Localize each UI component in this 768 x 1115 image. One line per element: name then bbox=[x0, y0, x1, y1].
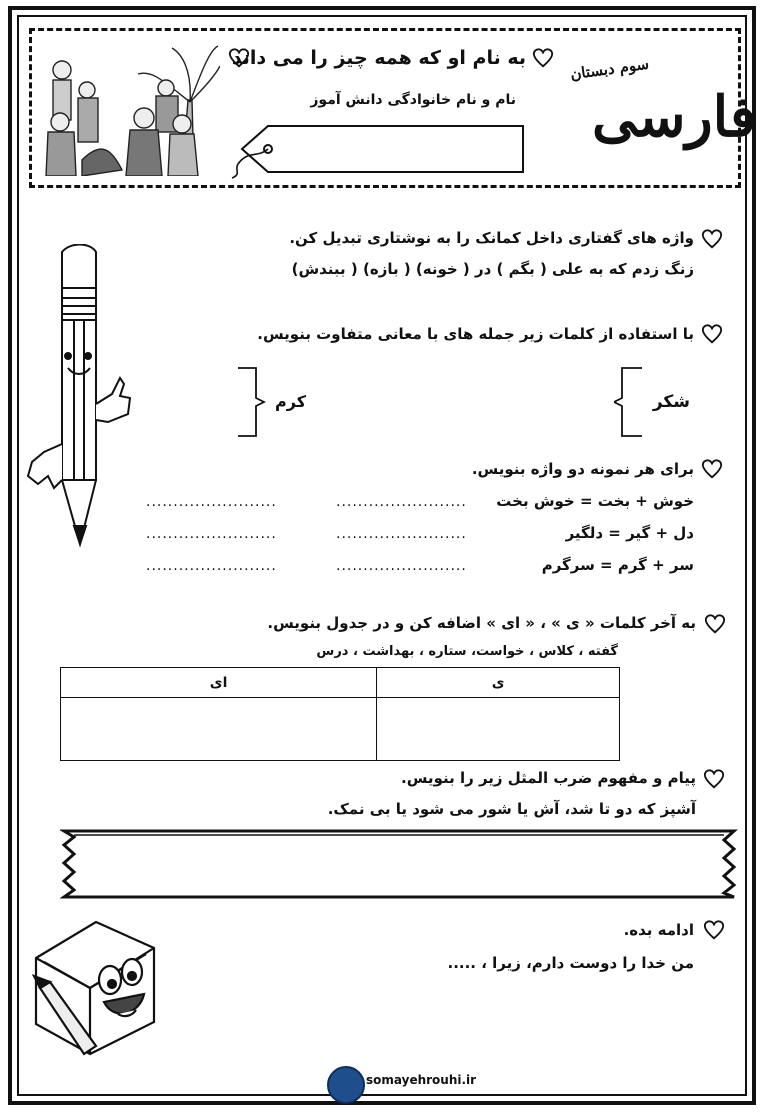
answer-cell-i[interactable] bbox=[377, 698, 620, 761]
heart-icon bbox=[701, 323, 723, 345]
q6-instruction: ادامه بده. bbox=[623, 921, 694, 939]
book-mascot-illustration bbox=[26, 918, 164, 1058]
column-header-i: ی bbox=[377, 668, 620, 698]
q3-example-3: سر + گرم = سرگرم bbox=[541, 556, 694, 574]
q3-instruction: برای هر نمونه دو واژه بنویس. bbox=[471, 460, 694, 478]
student-name-label: نام و نام خانوادگی دانش آموز bbox=[310, 92, 516, 108]
q1-sentence: زنگ زدم که به علی ( بگم ) در ( خونه) ( بازه) ( ببندش) bbox=[291, 260, 694, 278]
subject-title: فارسی bbox=[592, 84, 757, 150]
answer-blank[interactable]: ........................ bbox=[146, 558, 277, 574]
column-header-ai: ای bbox=[61, 668, 377, 698]
q5-proverb: آشپز که دو تا شد، آش یا شور می شود یا بی نمک. bbox=[327, 800, 696, 818]
q4-instruction: به آخر کلمات « ی » ، « ای » اضافه کن و در جدول بنویس. bbox=[267, 614, 696, 632]
heart-icon bbox=[701, 228, 723, 250]
heart-icon bbox=[704, 613, 726, 635]
q4-word-list: گفته ، کلاس ، خواست، ستاره ، بهداشت ، درس bbox=[316, 644, 618, 659]
header-illustration bbox=[42, 40, 220, 176]
name-tag[interactable] bbox=[228, 120, 526, 182]
q2-word-karam: کرم bbox=[275, 392, 306, 411]
answer-ribbon-box[interactable] bbox=[60, 829, 738, 899]
opening-line: به نام او که همه چیز را می داند bbox=[231, 47, 526, 69]
site-logo-icon bbox=[327, 1066, 365, 1104]
q6-prompt: من خدا را دوست دارم، زیرا ، ..... bbox=[447, 954, 694, 972]
q2-word-shekar: شکر bbox=[652, 392, 690, 412]
heart-icon bbox=[701, 458, 723, 480]
q2-instruction: با استفاده از کلمات زیر جمله های با معانی متفاوت بنویس. bbox=[257, 325, 694, 343]
brace-shekar bbox=[614, 366, 644, 438]
brace-karam bbox=[236, 366, 266, 438]
heart-icon bbox=[703, 919, 725, 941]
answer-cell-ai[interactable] bbox=[61, 698, 377, 761]
answer-blank[interactable]: ........................ bbox=[336, 526, 467, 542]
q5-instruction: پیام و مفهوم ضرب المثل زیر را بنویس. bbox=[401, 769, 696, 787]
answer-blank[interactable]: ........................ bbox=[336, 558, 467, 574]
heart-icon bbox=[703, 768, 725, 790]
answer-blank[interactable]: ........................ bbox=[336, 494, 467, 510]
answer-table bbox=[60, 667, 620, 761]
q1-instruction: واژه های گفتاری داخل کمانک را به نوشتاری تبدیل کن. bbox=[289, 229, 694, 247]
heart-icon bbox=[532, 47, 554, 69]
site-url: somayehrouhi.ir bbox=[366, 1073, 477, 1087]
pencil-mascot-illustration bbox=[24, 244, 132, 568]
q3-example-1: خوش + بخت = خوش بخت bbox=[496, 492, 694, 510]
grade-label: سوم دبستان bbox=[569, 54, 651, 84]
answer-blank[interactable]: ........................ bbox=[146, 494, 277, 510]
q3-example-2: دل + گیر = دلگیر bbox=[565, 524, 694, 542]
answer-blank[interactable]: ........................ bbox=[146, 526, 277, 542]
